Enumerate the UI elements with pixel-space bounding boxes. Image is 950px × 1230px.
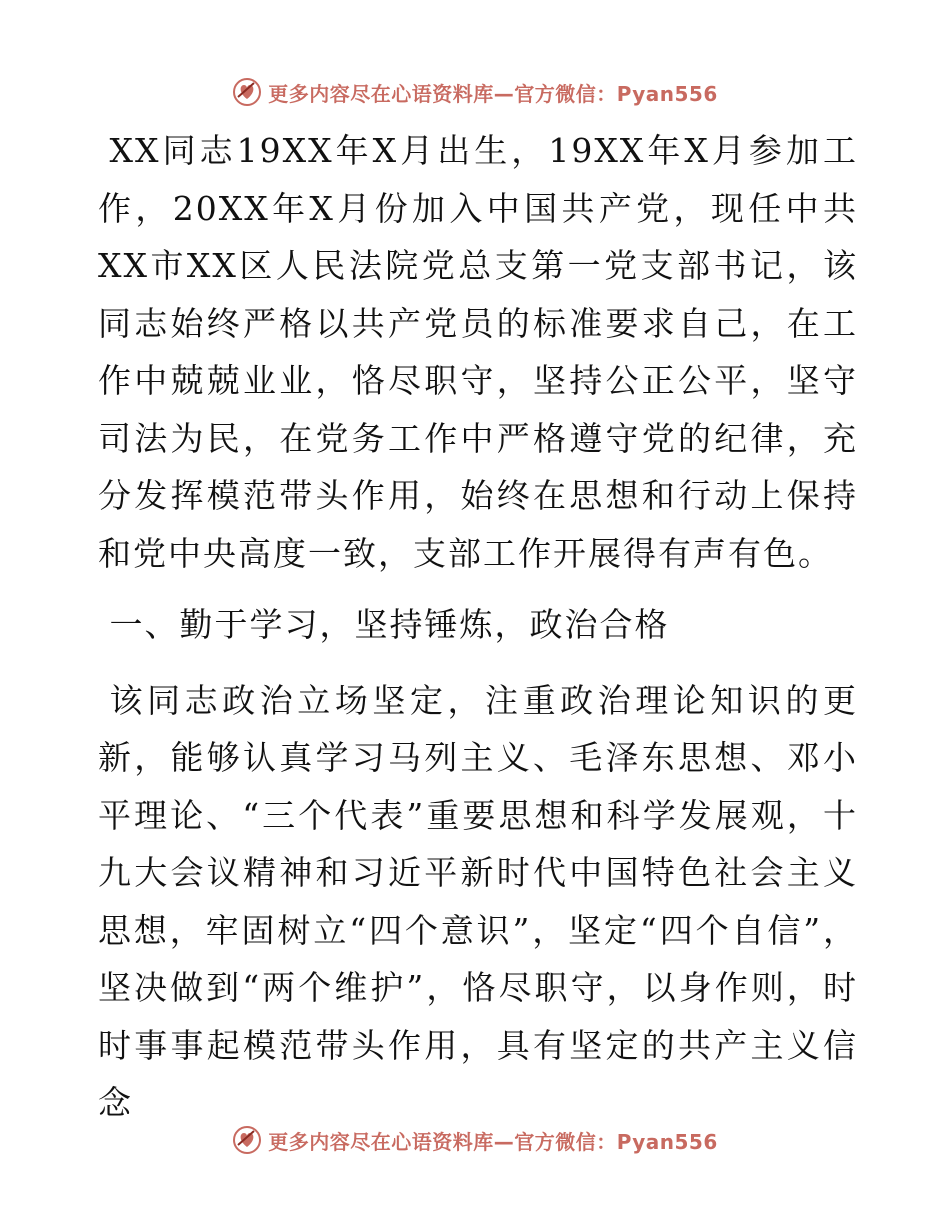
watermark-text: 更多内容尽在心语资料库—官方微信：Pyan556 xyxy=(268,81,718,106)
heart-logo-icon xyxy=(232,77,262,107)
watermark-text: 更多内容尽在心语资料库—官方微信：Pyan556 xyxy=(268,1129,718,1154)
paragraph-section-1: 该同志政治立场坚定，注重政治理论知识的更新，能够认真学习马列主义、毛泽东思想、邓小平理论、“三个代表”重要思想和科学发展观，十九大会议精神和习近平新时代中国特色社会主义思想，牢固树立“四个意识”，坚定“四个自信”，坚决做到“两个维护”，恪尽职守，以身作则，时时事事起模范带头作用，具有坚定的共产主义信念 xyxy=(98,680,858,1122)
document-body xyxy=(98,122,858,1132)
heart-logo-icon xyxy=(232,1125,262,1155)
header-watermark xyxy=(0,72,950,112)
section-heading: 一、勤于学习，坚持锤炼，政治合格 xyxy=(109,605,670,644)
paragraph-intro: XX同志19XX年X月出生，19XX年X月参加工作，20XX年X月份加入中国共产党，现任中共XX市XX区人民法院党总支第一党支部书记，该同志始终严格以共产党员的标准要求自己，在工作中兢兢业业，恪尽职守，坚持公正公平，坚守司法为民，在党务工作中严格遵守党的纪律，充分发挥模范带头作用，始终在思想和行动上保持和党中央高度一致，支部工作开展得有声有色。 xyxy=(98,131,858,573)
footer-watermark xyxy=(0,1120,950,1160)
